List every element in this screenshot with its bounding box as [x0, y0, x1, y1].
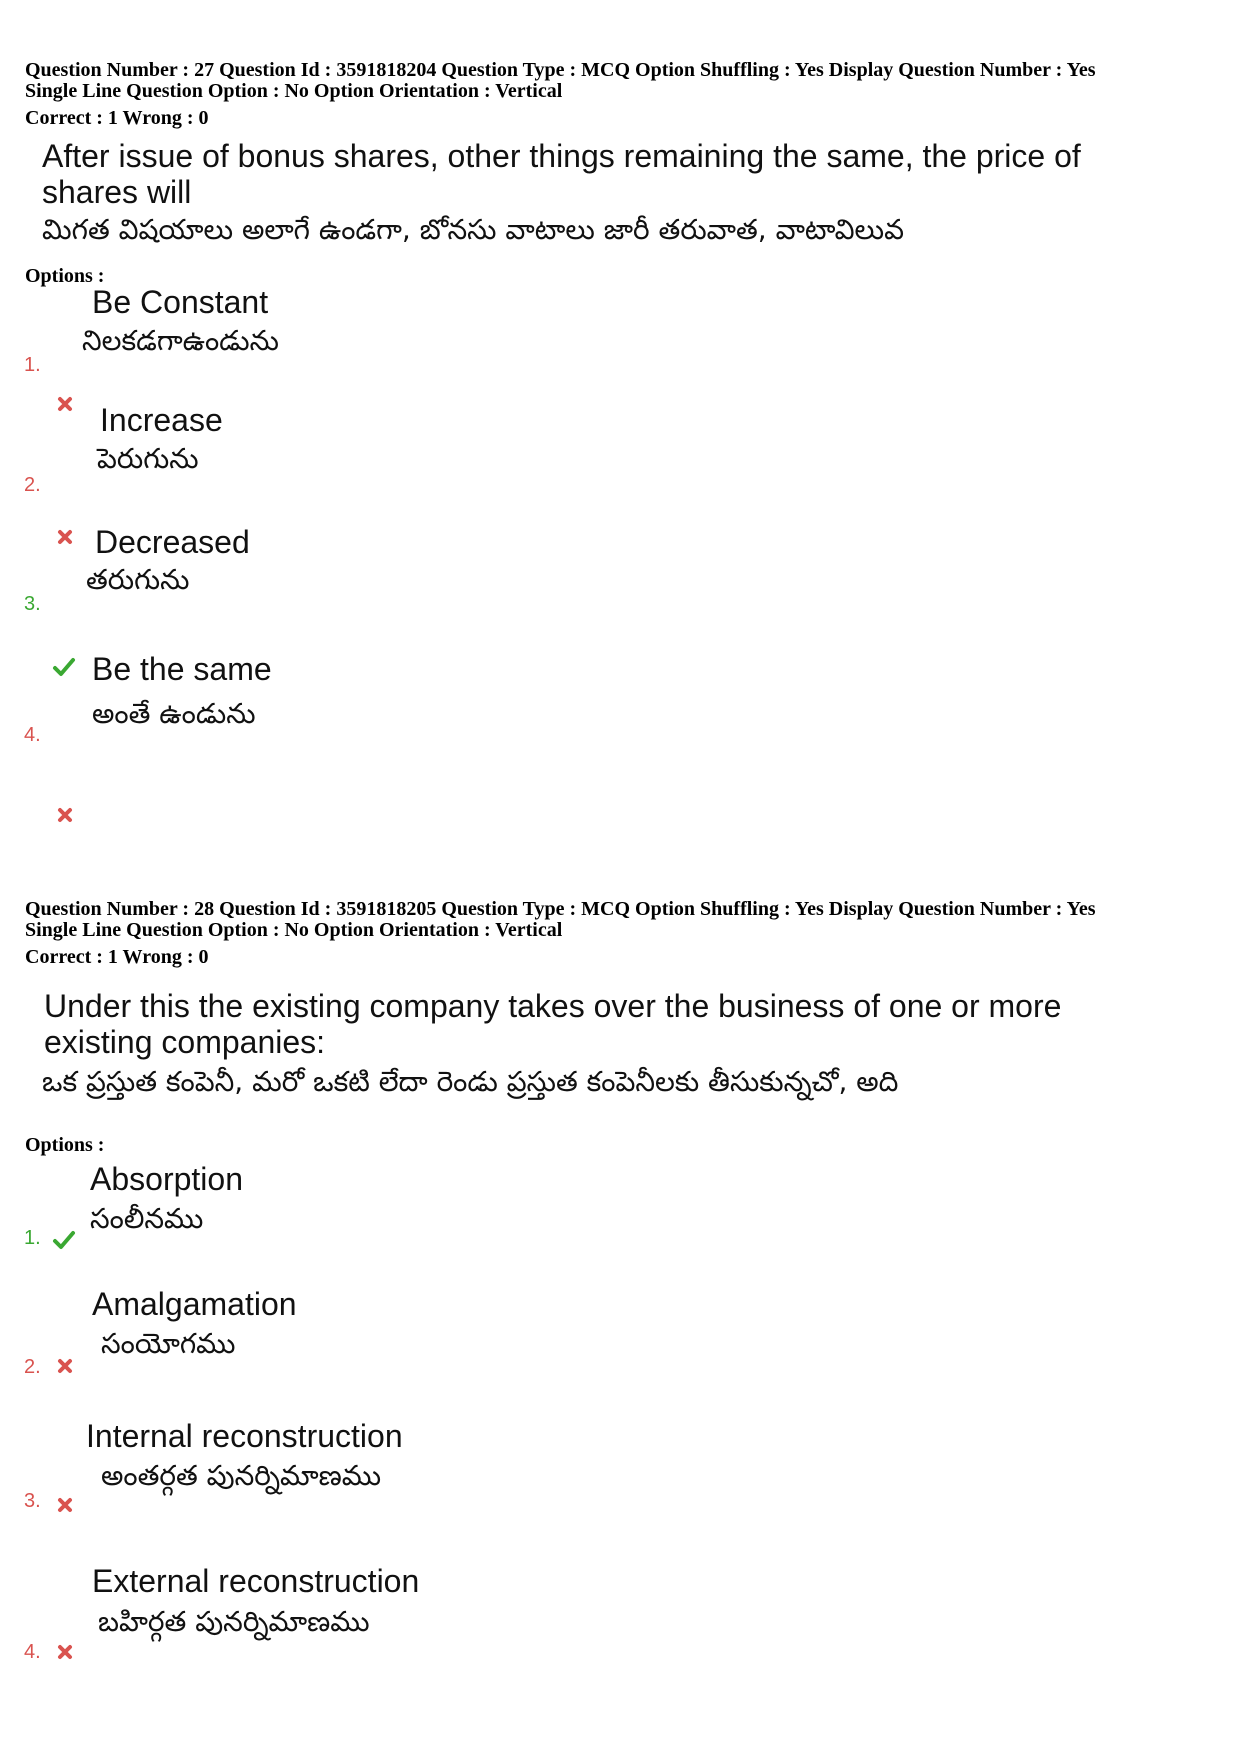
- question-text-te: మిగత విషయాలు అలాగే ఉండగా, బోనసు వాటాలు జారీ తరువాత, వాటావిలువ: [42, 213, 905, 246]
- option-number: 1.: [24, 354, 41, 376]
- wrong-cross-icon: [56, 1496, 74, 1514]
- question-meta-line1: Question Number : 27 Question Id : 3591818204 Question Type : MCQ Option Shuffling : Yes Display Question Number : Yes: [25, 59, 1096, 81]
- option-text-en: Internal reconstruction: [86, 1418, 403, 1454]
- option-number: 2.: [24, 474, 41, 496]
- wrong-cross-icon: [56, 806, 74, 824]
- option-text-en: Amalgamation: [92, 1286, 297, 1322]
- question-meta-line2: Single Line Question Option : No Option Orientation : Vertical: [25, 919, 563, 941]
- option-text-en: Be the same: [92, 651, 272, 687]
- option-number: 1.: [24, 1227, 41, 1249]
- option-number: 2.: [24, 1356, 41, 1378]
- question-text-en-line2: existing companies:: [44, 1024, 326, 1060]
- question-meta-line2: Single Line Question Option : No Option Orientation : Vertical: [25, 80, 563, 102]
- option-text-te: సంయోగము: [101, 1327, 236, 1360]
- option-text-en: Be Constant: [92, 284, 269, 320]
- correct-check-icon: [52, 657, 76, 677]
- option-number: 3.: [24, 593, 41, 615]
- option-text-en: Decreased: [95, 524, 250, 560]
- option-text-te: తరుగును: [86, 563, 190, 596]
- question-text-en-line2: shares will: [42, 174, 192, 210]
- question-score: Correct : 1 Wrong : 0: [25, 107, 209, 129]
- question-meta-line1: Question Number : 28 Question Id : 3591818205 Question Type : MCQ Option Shuffling : Yes Display Question Number : Yes: [25, 898, 1096, 920]
- option-number: 4.: [24, 1641, 41, 1663]
- options-label: Options :: [25, 265, 105, 287]
- option-text-te: అంతే ఉండును: [92, 697, 256, 730]
- question-score: Correct : 1 Wrong : 0: [25, 946, 209, 968]
- option-text-en: External reconstruction: [92, 1563, 420, 1599]
- question-text-en-line1: After issue of bonus shares, other things remaining the same, the price of: [42, 138, 1081, 174]
- question-text-en-line1: Under this the existing company takes over the business of one or more: [44, 988, 1062, 1024]
- wrong-cross-icon: [56, 528, 74, 546]
- option-text-te: నిలకడగాఉండును: [82, 324, 279, 357]
- option-text-te: పెరుగును: [97, 442, 199, 475]
- wrong-cross-icon: [56, 1357, 74, 1375]
- wrong-cross-icon: [56, 1643, 74, 1661]
- option-text-en: Increase: [100, 402, 223, 438]
- question-text-te: ఒక ప్రస్తుత కంపెనీ, మరో ఒకటి లేదా రెండు ప్రస్తుత కంపెనీలకు తీసుకున్నచో, అది: [42, 1065, 899, 1098]
- options-label: Options :: [25, 1134, 105, 1156]
- wrong-cross-icon: [56, 395, 74, 413]
- option-text-te: బహిర్గత పునర్నిమాణము: [98, 1605, 370, 1638]
- option-text-te: సంలీనము: [90, 1202, 204, 1235]
- option-text-te: అంతర్గత పునర్నిమాణము: [101, 1459, 382, 1492]
- correct-check-icon: [52, 1230, 76, 1250]
- option-number: 4.: [24, 724, 41, 746]
- option-number: 3.: [24, 1490, 41, 1512]
- option-text-en: Absorption: [90, 1161, 243, 1197]
